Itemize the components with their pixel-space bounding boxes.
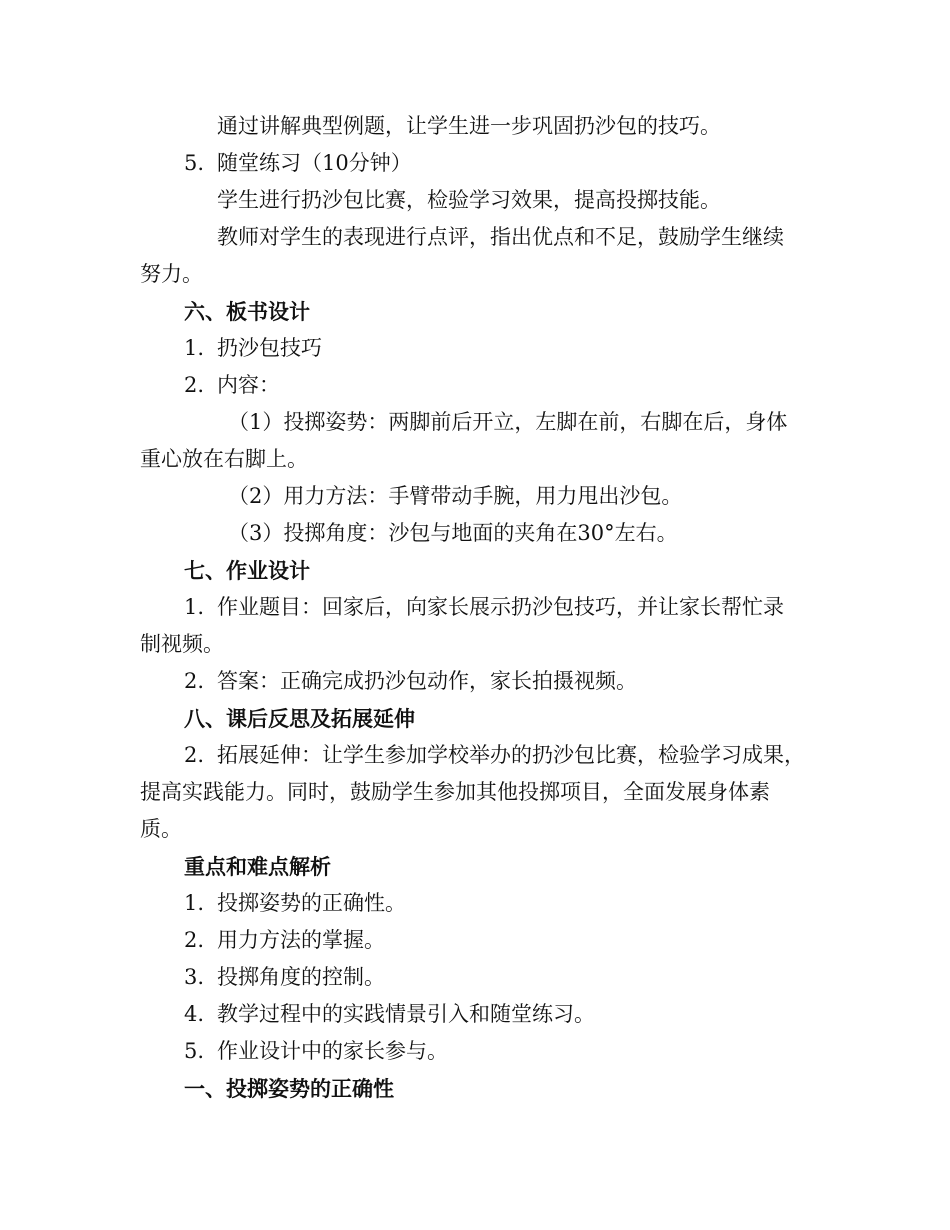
section-heading: 一、投掷姿势的正确性 xyxy=(184,1076,394,1101)
list-item: 2. 内容： xyxy=(140,367,820,404)
list-number: 3. xyxy=(184,965,205,989)
document-body xyxy=(140,108,820,1107)
list-number: 2. xyxy=(184,373,205,397)
list-number: 1. xyxy=(184,336,205,360)
section-heading: 八、课后反思及拓展延伸 xyxy=(184,706,415,731)
paragraph: 教师对学生的表现进行点评，指出优点和不足，鼓励学生继续 xyxy=(217,225,784,249)
sub-item: （1）投掷姿势：两脚前后开立，左脚在前，右脚在后，身体 xyxy=(228,410,788,434)
list-number: 2. xyxy=(184,743,205,767)
paragraph-continuation: 努力。 xyxy=(140,262,203,286)
list-item: 2. 答案：正确完成扔沙包动作，家长拍摄视频。 xyxy=(140,663,820,700)
list-number: 1. xyxy=(184,595,205,619)
paragraph-continuation: 质。 xyxy=(140,817,182,841)
list-item: 4. 教学过程中的实践情景引入和随堂练习。 xyxy=(140,996,820,1033)
list-number: 4. xyxy=(184,1002,205,1026)
list-number: 2. xyxy=(184,928,205,952)
section-heading: 七、作业设计 xyxy=(184,558,310,583)
list-item: 1. 扔沙包技巧 xyxy=(140,330,820,367)
list-number: 5. xyxy=(184,1039,205,1063)
list-item: 5. 作业设计中的家长参与。 xyxy=(140,1033,820,1070)
list-item: 5. 随堂练习（10分钟） xyxy=(140,145,820,182)
paragraph: 学生进行扔沙包比赛，检验学习效果，提高投掷技能。 xyxy=(217,188,721,212)
list-item: 1. 作业题目：回家后，向家长展示扔沙包技巧，并让家长帮忙录 xyxy=(140,589,820,626)
paragraph-continuation: 重心放在右脚上。 xyxy=(140,447,308,471)
list-number: 5. xyxy=(184,151,205,175)
list-number: 2. xyxy=(184,669,205,693)
section-heading: 六、板书设计 xyxy=(184,299,310,324)
sub-item: （2）用力方法：手臂带动手腕，用力甩出沙包。 xyxy=(228,484,683,508)
paragraph-continuation: 提高实践能力。同时，鼓励学生参加其他投掷项目，全面发展身体素 xyxy=(140,780,770,804)
list-item: 1. 投掷姿势的正确性。 xyxy=(140,885,820,922)
sub-item: （3）投掷角度：沙包与地面的夹角在30°左右。 xyxy=(228,521,678,545)
list-item: 3. 投掷角度的控制。 xyxy=(140,959,820,996)
list-number: 1. xyxy=(184,891,205,915)
section-heading: 重点和难点解析 xyxy=(184,854,331,879)
paragraph: 通过讲解典型例题，让学生进一步巩固扔沙包的技巧。 xyxy=(217,114,721,138)
list-item: 2. 拓展延伸：让学生参加学校举办的扔沙包比赛，检验学习成果， xyxy=(140,737,820,774)
paragraph-continuation: 制视频。 xyxy=(140,632,224,656)
list-item: 2. 用力方法的掌握。 xyxy=(140,922,820,959)
